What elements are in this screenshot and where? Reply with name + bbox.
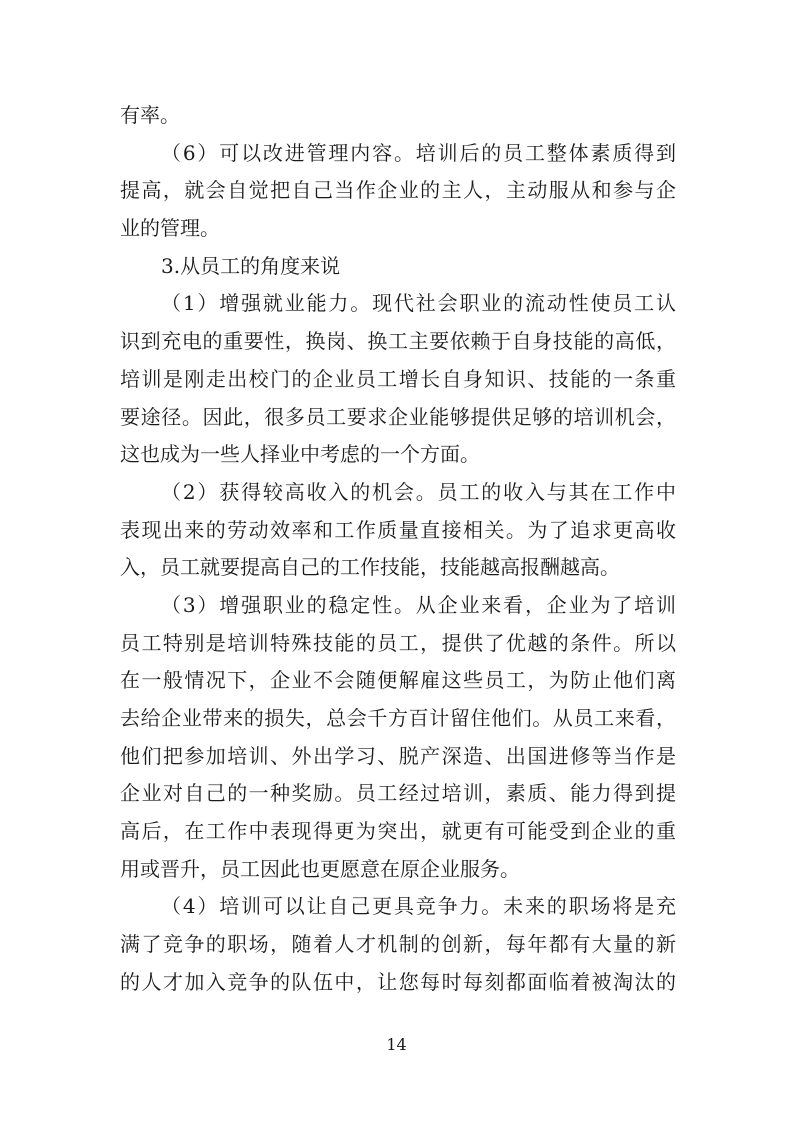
text-line: 业的管理。 bbox=[120, 216, 220, 241]
text-line: 培训是刚走出校门的企业员工增长自身知识、技能的一条重 bbox=[120, 366, 676, 391]
paragraph-2-heading-line: （2）获得较高收入的机会。员工的收入与其在工作中 bbox=[161, 479, 676, 504]
text-line: 满了竞争的职场，随着人才机制的创新，每年都有大量的新 bbox=[120, 932, 676, 957]
text-line: 员工特别是培训特殊技能的员工，提供了优越的条件。所以 bbox=[120, 630, 676, 655]
text-line: 要途径。因此，很多员工要求企业能够提供足够的培训机会， bbox=[120, 404, 676, 429]
paragraph-3-heading-line: （3）增强职业的稳定性。从企业来看，企业为了培训 bbox=[161, 592, 676, 617]
text-line: 去给企业带来的损失，总会千方百计留住他们。从员工来看， bbox=[120, 706, 676, 730]
text-line: 高后，在工作中表现得更为突出，就更有可能受到企业的重 bbox=[120, 819, 676, 844]
text-line: 提高，就会自觉把自己当作企业的主人，主动服从和参与企 bbox=[120, 178, 676, 203]
page-number: 14 bbox=[386, 1035, 407, 1054]
section-heading: 3.从员工的角度来说 bbox=[161, 253, 341, 278]
body-text bbox=[120, 97, 676, 1002]
paragraph-1-heading-line: （1）增强就业能力。现代社会职业的流动性使员工认 bbox=[161, 291, 676, 316]
text-line: 用或晋升，员工因此也更愿意在原企业服务。 bbox=[120, 856, 520, 881]
text-line: 的人才加入竞争的队伍中，让您每时每刻都面临着被淘汰的 bbox=[120, 969, 676, 994]
text-line: 识到充电的重要性，换岗、换工主要依赖于自身技能的高低， bbox=[120, 329, 676, 354]
paragraph-6-heading-line: （6）可以改进管理内容。培训后的员工整体素质得到 bbox=[161, 140, 676, 165]
text-line: 表现出来的劳动效率和工作质量直接相关。为了追求更高收 bbox=[120, 517, 676, 542]
text-line: 入，员工就要提高自己的工作技能，技能越高报酬越高。 bbox=[120, 555, 620, 580]
text-line: 这也成为一些人择业中考虑的一个方面。 bbox=[120, 442, 480, 467]
text-line: 在一般情况下，企业不会随便解雇这些员工，为防止他们离 bbox=[120, 668, 676, 693]
text-line: 他们把参加培训、外出学习、脱产深造、出国进修等当作是 bbox=[120, 743, 676, 768]
text-line: 有率。 bbox=[120, 103, 180, 127]
text-line: 企业对自己的一种奖励。员工经过培训，素质、能力得到提 bbox=[120, 781, 676, 806]
paragraph-4-heading-line: （4）培训可以让自己更具竞争力。未来的职场将是充 bbox=[161, 894, 676, 919]
